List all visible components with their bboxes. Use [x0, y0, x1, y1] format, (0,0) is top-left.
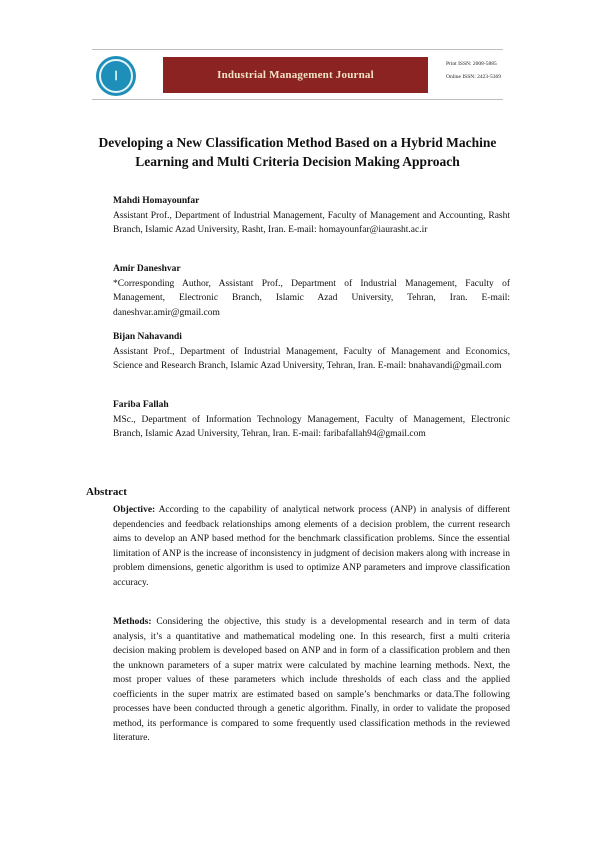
author-name: Fariba Fallah: [113, 400, 169, 410]
journal-banner: [163, 57, 428, 93]
objective-text: According to the capability of analytical network process (ANP) in analysis of different dependencies and feedback relationships among elements of a decision problem, the current research aims to develop an ANP based method for the benchmark classification problems. Since the essential limitation of ANP is the increase of inconsistency in judgment of decision makers along with increase in problem dimensions, genetic algorithm is used to optimize ANP parameters and improve classification accuracy.: [113, 505, 510, 588]
abstract-methods: [113, 615, 510, 746]
author-name: Mahdi Homayounfar: [113, 196, 200, 206]
header-bottom-rule: [92, 99, 503, 100]
journal-name: Industrial Management Journal: [217, 69, 374, 81]
issn-print: Print ISSN: 2008-5885: [446, 61, 497, 67]
author-block-1: [113, 194, 510, 238]
university-logo-icon: [96, 56, 136, 96]
title-line-2: Learning and Multi Criteria Decision Making Approach: [135, 154, 460, 169]
objective-label: Objective:: [113, 505, 156, 515]
header-top-rule: [92, 49, 503, 50]
author-block-3: [113, 330, 510, 374]
issn-online: Online ISSN: 2423-5369: [446, 74, 501, 80]
author-block-2: [113, 262, 510, 320]
abstract-objective: [113, 503, 510, 590]
author-affiliation: Assistant Prof., Department of Industrial Management, Faculty of Management and Economics, Science and Research Branch, Islamic Azad University, Tehran, Iran. E-mail: bnahavandi@gmail.com: [113, 346, 510, 371]
author-name: Bijan Nahavandi: [113, 332, 182, 342]
author-affiliation: *Corresponding Author, Assistant Prof., Department of Industrial Management, Faculty of Management, Electronic Branch, Islamic Azad University, Tehran, Iran. E-mail: daneshvar.amir@gmail.com: [113, 278, 510, 318]
author-block-4: [113, 398, 510, 442]
author-affiliation: MSc., Department of Information Technology Management, Faculty of Management, Electronic Branch, Islamic Azad University, Tehran, Iran. E-mail: faribafallah94@gmail.com: [113, 414, 510, 439]
author-name: Amir Daneshvar: [113, 264, 181, 274]
logo-glyph: ا: [114, 68, 118, 83]
methods-label: Methods:: [113, 617, 152, 627]
methods-text: Considering the objective, this study is a developmental research and in term of data analysis, it’s a quantitative and mathematical modeling one. In this research, first a multi criteria decision making problem is developed based on ANP and in form of a classification problem and then the unknown parameters of a super matrix were calculated by machine learning methods. Next, the most proper values of these parameters which include thresholds of each class and the applied coefficients in the super matrix are estimated based on sample’s benchmarks or data.The following processes have been conducted through a genetic algorithm. Finally, in order to validate the proposed method, its performance is compared to some frequently used classification methods in the reviewed literature.: [113, 617, 510, 743]
abstract-heading: Abstract: [86, 486, 127, 498]
author-affiliation: Assistant Prof., Department of Industrial Management, Faculty of Management and Accounting, Rasht Branch, Islamic Azad University, Rasht, Iran. E-mail: homayounfar@iaurasht.ac.ir: [113, 210, 510, 235]
issn-block: [446, 58, 501, 84]
paper-title: [60, 133, 535, 171]
title-line-1: Developing a New Classification Method Based on a Hybrid Machine: [98, 135, 497, 150]
